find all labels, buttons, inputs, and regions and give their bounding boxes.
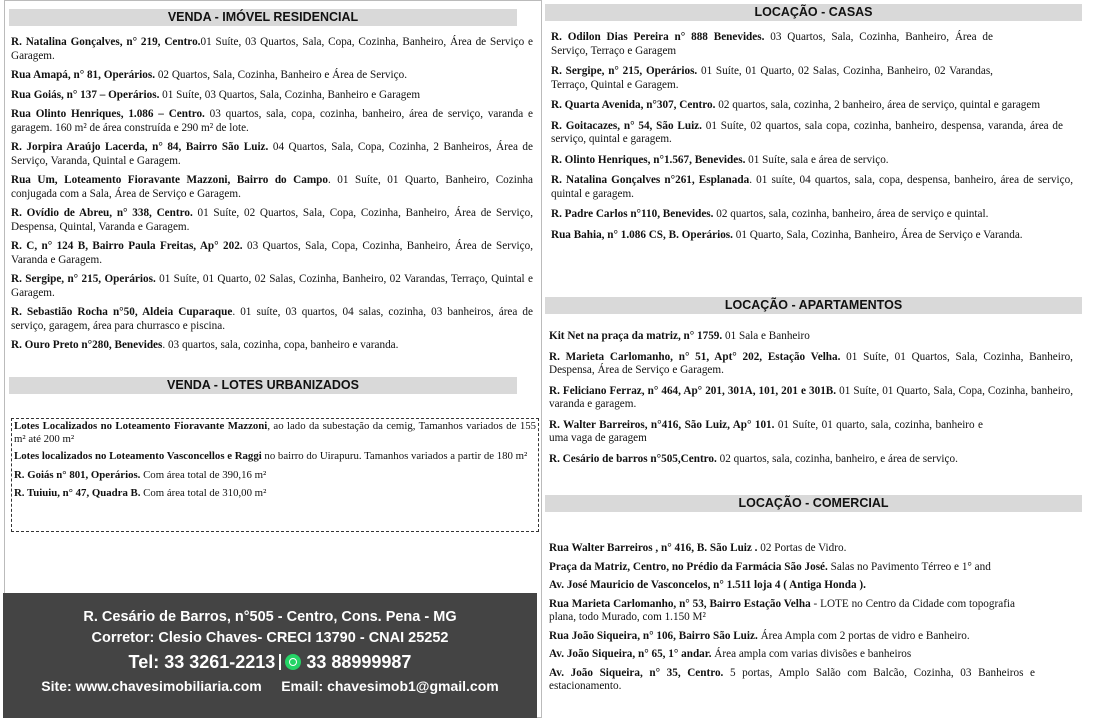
list-item: R. Marieta Carlomanho, n° 51, Apt° 202, Estação Velha. 01 Suíte, 01 Quartos, Sala, Cozinha, Banheiro, Despensa, Área de Serviço e Garagem.	[549, 350, 1073, 376]
list-item: R. Natalina Gonçalves, n° 219, Centro.01 Suíte, 03 Quartos, Sala, Copa, Cozinha, Banheiro, Área de Serviço e Garagem.	[11, 36, 533, 62]
lotes-box	[11, 418, 539, 532]
footer-tel: Tel: 33 3261-2213	[128, 652, 276, 672]
list-item: R. Walter Barreiros, n°416, São Luiz, Ap° 101. 01 Suíte, 01 quarto, sala, cozinha, banheiro e uma vaga de garagem	[549, 418, 983, 444]
list-item: R. Odilon Dias Pereira n° 888 Benevides. 03 Quartos, Sala, Cozinha, Banheiro, Área de Serviço, Terraço e Garagem	[551, 31, 993, 57]
list-item: Rua Um, Loteamento Fioravante Mazzoni, Bairro do Campo. 01 Suíte, 01 Quarto, Banheiro, Cozinha conjugada com a Sala, Área de Serviço e Garagem.	[11, 174, 533, 200]
list-item: R. Tuiuiu, n° 47, Quadra B. Com área total de 310,00 m²	[14, 487, 267, 499]
list-item: R. Sebastião Rocha n°50, Aldeia Cuparaque. 01 suíte, 03 quartos, 04 salas, cozinha, 03 banheiros, área de serviço, garagem, área para churrasco e piscina.	[11, 306, 533, 332]
venda-residencial-list	[11, 36, 533, 353]
list-item: Av. João Siqueira, n° 35, Centro. 5 portas, Amplo Salão com Balcão, Cozinha, 03 Banheiros e estacionamento.	[549, 666, 1035, 692]
list-item: R. Cesário de barros n°505,Centro. 02 quartos, sala, cozinha, banheiro, e área de serviço.	[549, 452, 958, 465]
divider	[279, 654, 281, 670]
list-item: Rua Amapá, n° 81, Operários. 02 Quartos, Sala, Cozinha, Banheiro e Área de Serviço.	[11, 69, 407, 81]
list-item: R. Ouro Preto n°280, Benevides. 03 quartos, sala, cozinha, copa, banheiro e varanda.	[11, 339, 399, 351]
footer-email[interactable]: Email: chavesimob1@gmail.com	[281, 678, 499, 694]
section-title-venda-residencial: VENDA - IMÓVEL RESIDENCIAL	[9, 9, 517, 26]
list-item: Praça da Matriz, Centro, no Prédio da Farmácia São José. Salas no Pavimento Térreo e 1° and	[549, 560, 991, 573]
locacao-comercial-list	[549, 542, 1075, 694]
list-item: Av. João Siqueira, n° 65, 1° andar. Área ampla com varias divisões e banheiros	[549, 648, 912, 660]
list-item: R. Olinto Henriques, n°1.567, Benevides. 01 Suíte, sala e área de serviço.	[551, 153, 889, 166]
footer-site[interactable]: Site: www.chavesimobiliaria.com	[41, 678, 262, 694]
list-item: Rua Goiás, n° 137 – Operários. 01 Suíte, 03 Quartos, Sala, Cozinha, Banheiro e Garagem	[11, 88, 421, 101]
right-column	[545, 0, 1093, 718]
list-item: R. Sergipe, n° 215, Operários. 01 Suíte, 01 Quarto, 02 Salas, Cozinha, Banheiro, 02 Varandas, Terraço, Quintal e Garagem.	[11, 273, 533, 299]
footer-phones	[3, 652, 537, 673]
list-item: R. Jorpira Araújo Lacerda, n° 84, Bairro São Luiz. 04 Quartos, Sala, Copa, Cozinha, 2 Banheiros, Área de Serviço, Varanda, Quintal e Garagem.	[11, 141, 533, 167]
footer-whatsapp: 33 88999987	[306, 652, 412, 672]
footer-address: R. Cesário de Barros, n°505 - Centro, Cons. Pena - MG	[83, 609, 457, 625]
section-title-venda-lotes: VENDA - LOTES URBANIZADOS	[9, 377, 517, 394]
list-item: Lotes Localizados no Loteamento Fioravante Mazzoni, ao lado da subestação da cemig, Tamanhos variados de 155 m² até 200 m²	[14, 420, 537, 445]
contact-footer	[3, 593, 537, 718]
list-item: R. Padre Carlos n°110, Benevides. 02 quartos, sala, cozinha, banheiro, área de serviço e quintal.	[551, 208, 989, 220]
list-item: Kit Net na praça da matriz, n° 1759. 01 Sala e Banheiro	[549, 330, 810, 342]
section-title-locacao-casas: LOCAÇÃO - CASAS	[545, 4, 1082, 21]
list-item: Rua Olinto Henriques, 1.086 – Centro. 03 quartos, sala, copa, cozinha, banheiro, área de serviço, varanda e garagem. 160 m² de área construída e 290 m² de lote.	[11, 108, 533, 134]
list-item: Av. José Mauricio de Vasconcelos, n° 1.511 loja 4 ( Antiga Honda ).	[549, 579, 866, 591]
footer-broker: Corretor: Clesio Chaves- CRECI 13790 - CNAI 25252	[91, 630, 449, 646]
list-item: R. Sergipe, n° 215, Operários. 01 Suíte, 01 Quarto, 02 Salas, Cozinha, Banheiro, 02 Varandas, Terraço, Quintal e Garagem.	[551, 65, 993, 91]
whatsapp-icon	[285, 654, 301, 670]
list-item: R. Feliciano Ferraz, n° 464, Ap° 201, 301A, 101, 201 e 301B. 01 Suíte, 01 Quarto, Sala, Copa, Cozinha, banheiro, varanda e garagem.	[549, 384, 1073, 410]
list-item: Lotes localizados no Loteamento Vasconcellos e Raggi no bairro do Uirapuru. Tamanhos variados a partir de 180 m²	[14, 450, 528, 462]
list-item: Rua Walter Barreiros , n° 416, B. São Luiz . 02 Portas de Vidro.	[549, 542, 847, 554]
list-item: R. Ovídio de Abreu, n° 338, Centro. 01 Suíte, 02 Quartos, Sala, Copa, Cozinha, Banheiro, Área de Serviço, Despensa, Quintal, Varanda e Garagem.	[11, 207, 533, 233]
list-item: Rua João Siqueira, n° 106, Bairro São Luiz. Área Ampla com 2 portas de vidro e Banheiro.	[549, 629, 970, 642]
locacao-apartamentos-list	[549, 330, 1073, 466]
section-title-locacao-apartamentos: LOCAÇÃO - APARTAMENTOS	[545, 297, 1082, 314]
list-item: Rua Bahia, n° 1.086 CS, B. Operários. 01 Quarto, Sala, Cozinha, Banheiro, Área de Serviço e Varanda.	[551, 228, 1023, 241]
list-item: R. C, n° 124 B, Bairro Paula Freitas, Ap° 202. 03 Quartos, Sala, Copa, Cozinha, Banheiro, Área de Serviço, Varanda e Garagem.	[11, 240, 534, 266]
list-item: R. Natalina Gonçalves n°261, Esplanada. 01 suíte, 04 quartos, sala, copa, despensa, banheiro, área de serviço, quintal e garagem.	[551, 174, 1073, 200]
list-item: R. Quarta Avenida, n°307, Centro. 02 quartos, sala, cozinha, 2 banheiro, área de serviço, quintal e garagem	[551, 99, 1041, 111]
locacao-casas-list	[551, 31, 1073, 242]
footer-web	[3, 678, 537, 694]
list-item: R. Goiás n° 801, Operários. Com área total de 390,16 m²	[14, 468, 267, 481]
list-item: R. Goitacazes, n° 54, São Luiz. 01 Suíte, 02 quartos, sala copa, cozinha, banheiro, despensa, varanda, área de serviço, quintal e garagem.	[551, 119, 1063, 145]
section-title-locacao-comercial: LOCAÇÃO - COMERCIAL	[545, 495, 1082, 512]
list-item: Rua Marieta Carlomanho, n° 53, Bairro Estação Velha - LOTE no Centro da Cidade com topografia plana, todo Murado, com 1.150 M²	[549, 597, 1015, 623]
